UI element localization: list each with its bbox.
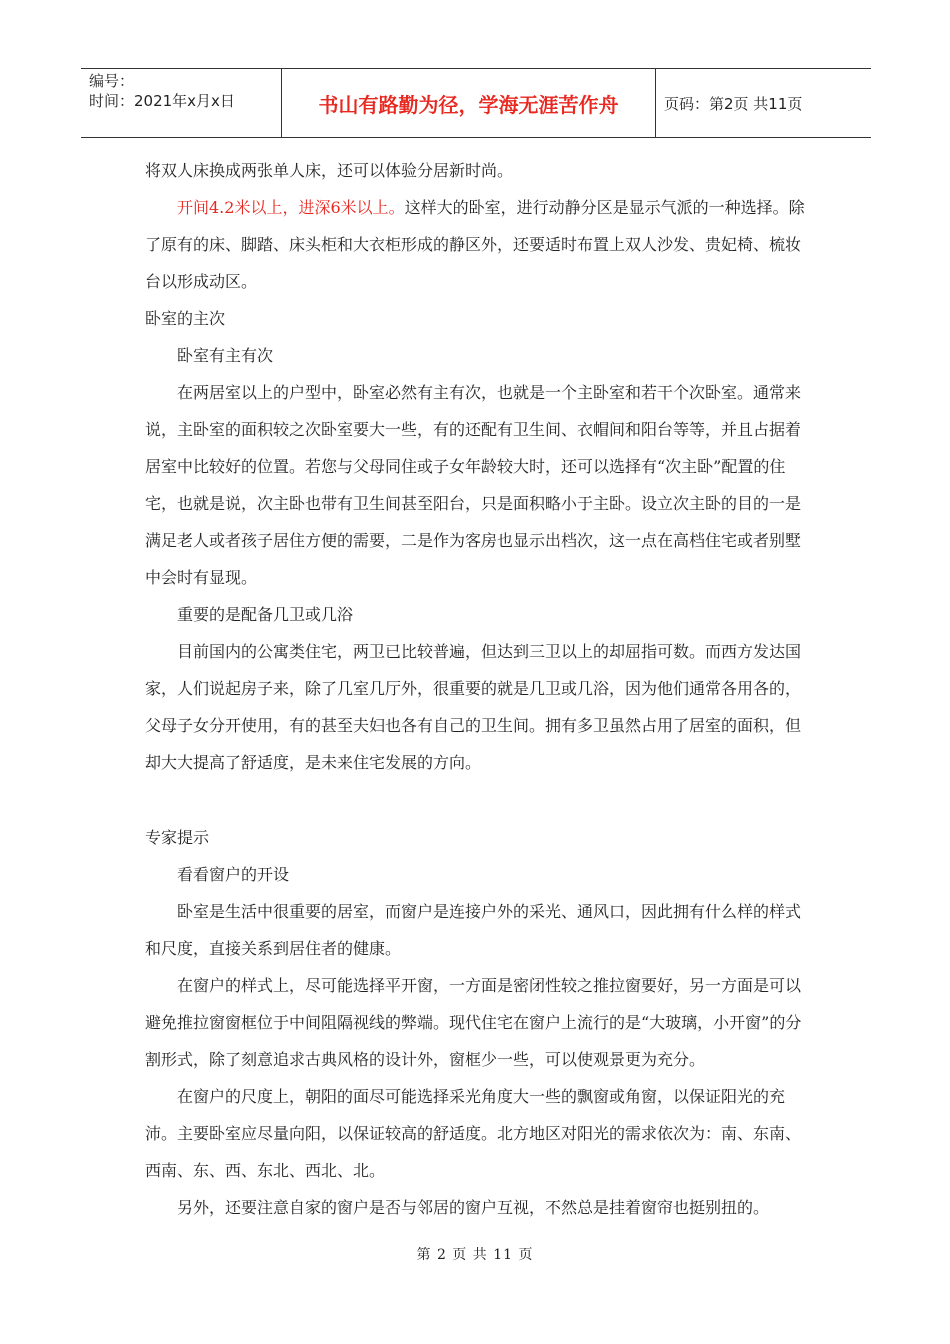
paragraph: 将双人床换成两张单人床，还可以体验分居新时尚。 (145, 161, 514, 180)
document-body (145, 152, 810, 1226)
highlighted-text: 开间4.2米以上，进深6米以上。 (177, 198, 405, 217)
page-footer: 第 2 页 共 11 页 (416, 1247, 534, 1263)
paragraph: 另外，还要注意自家的窗户是否与邻居的窗户互视，不然总是挂着窗帘也挺别扭的。 (177, 1198, 770, 1217)
page-header (81, 68, 871, 138)
subsection-heading: 卧室有主有次 (177, 346, 274, 365)
paragraph: 在两居室以上的户型中，卧室必然有主有次，也就是一个主卧室和若干个次卧室。通常来说，主卧室的面积较之次卧室要大一些，有的还配有卫生间、衣帽间和阳台等等，并且占据着居室中比较好的位置。若您与父母同住或子女年龄较大时，还可以选择有“次主卧”配置的住宅，也就是说，次主卧也带有卫生间甚至阳台，只是面积略小于主卧。设立次主卧的目的一是满足老人或者孩子居住方便的需要，二是作为客房也显示出档次，这一点在高档住宅或者别墅中会时有显现。 (145, 383, 802, 587)
spacer (145, 781, 810, 819)
section-heading: 卧室的主次 (145, 309, 226, 328)
header-meta (81, 69, 282, 137)
section-heading: 专家提示 (145, 828, 210, 847)
paragraph-text: 这样大的卧室，进行动静分区是显示气派的一种选择。除了原有的床、脚踏、床头柜和大衣柜形成的静区外，还要适时布置上双人沙发、贵妃椅、梳妆台以形成动区。 (145, 198, 805, 291)
header-page-number: 页码：第2页 共11页 (664, 94, 803, 113)
paragraph (145, 189, 810, 300)
subsection-heading: 重要的是配备几卫或几浴 (177, 605, 354, 624)
subsection-heading: 看看窗户的开设 (177, 865, 290, 884)
document-number: 编号： (89, 72, 135, 90)
paragraph: 在窗户的尺度上，朝阳的面尽可能选择采光角度大一些的飘窗或角窗，以保证阳光的充沛。主要卧室应尽量向阳，以保证较高的舒适度。北方地区对阳光的需求依次为：南、东南、西南、东、西、东北、西北、北。 (145, 1087, 802, 1180)
paragraph: 在窗户的样式上，尽可能选择平开窗，一方面是密闭性较之推拉窗要好，另一方面是可以避免推拉窗窗框位于中间阻隔视线的弊端。现代住宅在窗户上流行的是“大玻璃，小开窗”的分割形式，除了刻意追求古典风格的设计外，窗框少一些，可以使观景更为充分。 (145, 976, 802, 1069)
paragraph: 目前国内的公寓类住宅，两卫已比较普遍，但达到三卫以上的却屈指可数。而西方发达国家，人们说起房子来，除了几室几厅外，很重要的就是几卫或几浴，因为他们通常各用各的，父母子女分开使用，有的甚至夫妇也各有自己的卫生间。拥有多卫虽然占用了居室的面积，但却大大提高了舒适度，是未来住宅发展的方向。 (145, 642, 802, 772)
header-motto: 书山有路勤为径，学海无涯苦作舟 (282, 69, 656, 137)
paragraph: 卧室是生活中很重要的居室，而窗户是连接户外的采光、通风口，因此拥有什么样的样式和尺度，直接关系到居住者的健康。 (145, 902, 802, 958)
document-date: 时间：2021年x月x日 (89, 92, 235, 110)
